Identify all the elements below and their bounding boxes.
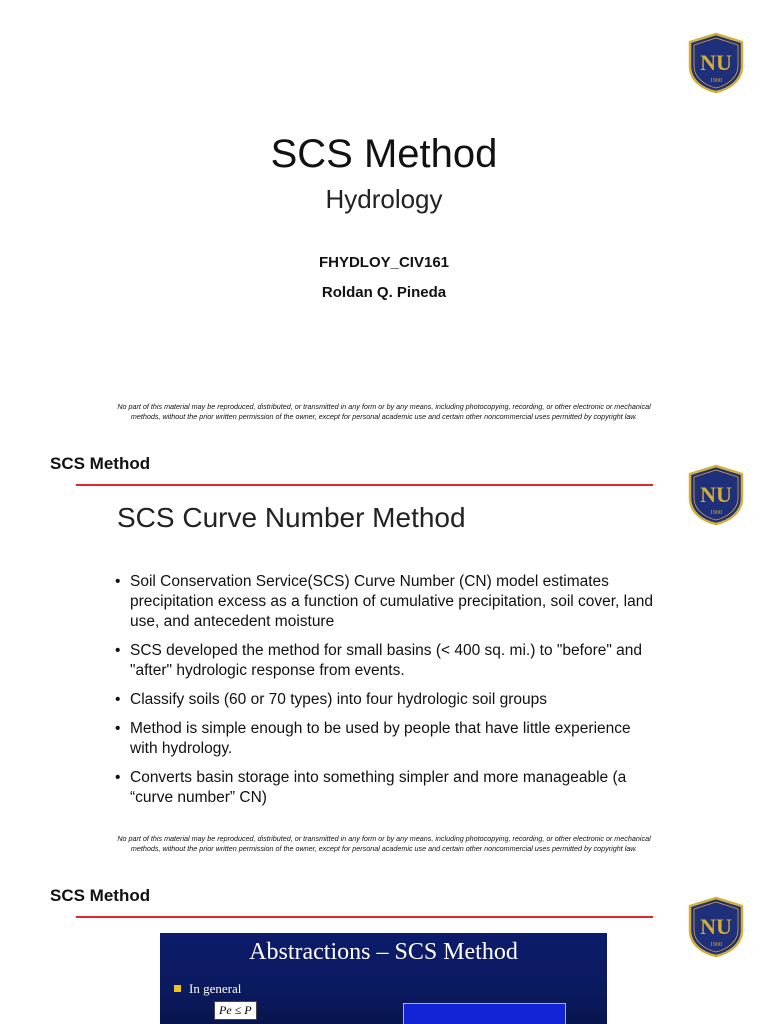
bullet-text: Soil Conservation Service(SCS) Curve Number (CN) model estimates precipitation excess as a function of cumulative precipitation, soil cover, land use, and antecedent moisture: [130, 573, 653, 630]
disclaimer-line: No part of this material may be reproduced, distributed, or transmitted in any form or by any means, including photocopying, recording, or other electronic or mechanical: [117, 834, 651, 843]
seal-letters: NU: [700, 482, 732, 507]
bullet-icon: •: [115, 691, 121, 708]
bullet-text: Converts basin storage into something simpler and more manageable (a “curve number” CN): [130, 769, 627, 806]
formula-box: Pe ≤ P: [214, 1001, 257, 1020]
disclaimer-line: methods, without the prior written permission of the owner, except for personal academic use and certain other noncommercial uses permitted by copyright law.: [130, 412, 638, 421]
bullet-item: [115, 572, 655, 632]
seal-year: 1900: [710, 942, 722, 948]
bullet-icon: •: [115, 720, 121, 737]
blue-figure-box: [403, 1003, 566, 1024]
disclaimer-line: methods, without the prior written permission of the owner, except for personal academic use and certain other noncommercial uses permitted by copyright law.: [130, 844, 638, 853]
bullet-text: SCS developed the method for small basins (< 400 sq. mi.) to "before" and "after" hydrologic response from events.: [130, 642, 643, 679]
square-bullet-icon: [174, 985, 181, 992]
heading-divider: [76, 484, 653, 486]
author-name: Roldan Q. Pineda: [321, 284, 447, 301]
seal-year: 1900: [710, 510, 722, 516]
bullet-item: [115, 768, 655, 808]
bullet-item: [115, 690, 655, 710]
bullet-icon: •: [115, 573, 121, 590]
seal-year: 1900: [710, 78, 722, 84]
seal-letters: NU: [700, 914, 732, 939]
slide-heading: SCS Method: [50, 454, 151, 473]
bullet-text: Method is simple enough to be used by people that have little experience with hydrology.: [130, 720, 631, 757]
content-slide: [0, 864, 768, 1024]
copyright-disclaimer: [40, 402, 728, 422]
bullet-item: [115, 719, 655, 759]
nu-seal-icon: [688, 32, 744, 94]
slide-title: SCS Curve Number Method: [117, 502, 466, 533]
embedded-slide-image: [160, 933, 607, 1024]
course-code: FHYDLOY_CIV161: [318, 254, 450, 271]
embedded-bullet: [174, 981, 241, 997]
embedded-bullet-text: In general: [189, 981, 242, 996]
disclaimer-line: No part of this material may be reproduced, distributed, or transmitted in any form or by any means, including photocopying, recording, or other electronic or mechanical: [117, 402, 651, 411]
heading-divider: [76, 916, 653, 918]
embedded-slide-title: Abstractions – SCS Method: [249, 939, 518, 965]
slide-heading: SCS Method: [50, 886, 151, 905]
bullet-icon: •: [115, 642, 121, 659]
bullet-text: Classify soils (60 or 70 types) into four hydrologic soil groups: [130, 691, 547, 708]
bullet-icon: •: [115, 769, 121, 786]
content-slide: [0, 432, 768, 864]
nu-seal-icon: [688, 464, 744, 526]
copyright-disclaimer: [40, 834, 728, 854]
bullet-list: [115, 572, 655, 817]
nu-seal-icon: [688, 896, 744, 958]
title-slide: [0, 0, 768, 432]
presentation-title: SCS Method: [270, 132, 498, 176]
presentation-subtitle: Hydrology: [325, 184, 443, 214]
seal-letters: NU: [700, 50, 732, 75]
bullet-item: [115, 641, 655, 681]
